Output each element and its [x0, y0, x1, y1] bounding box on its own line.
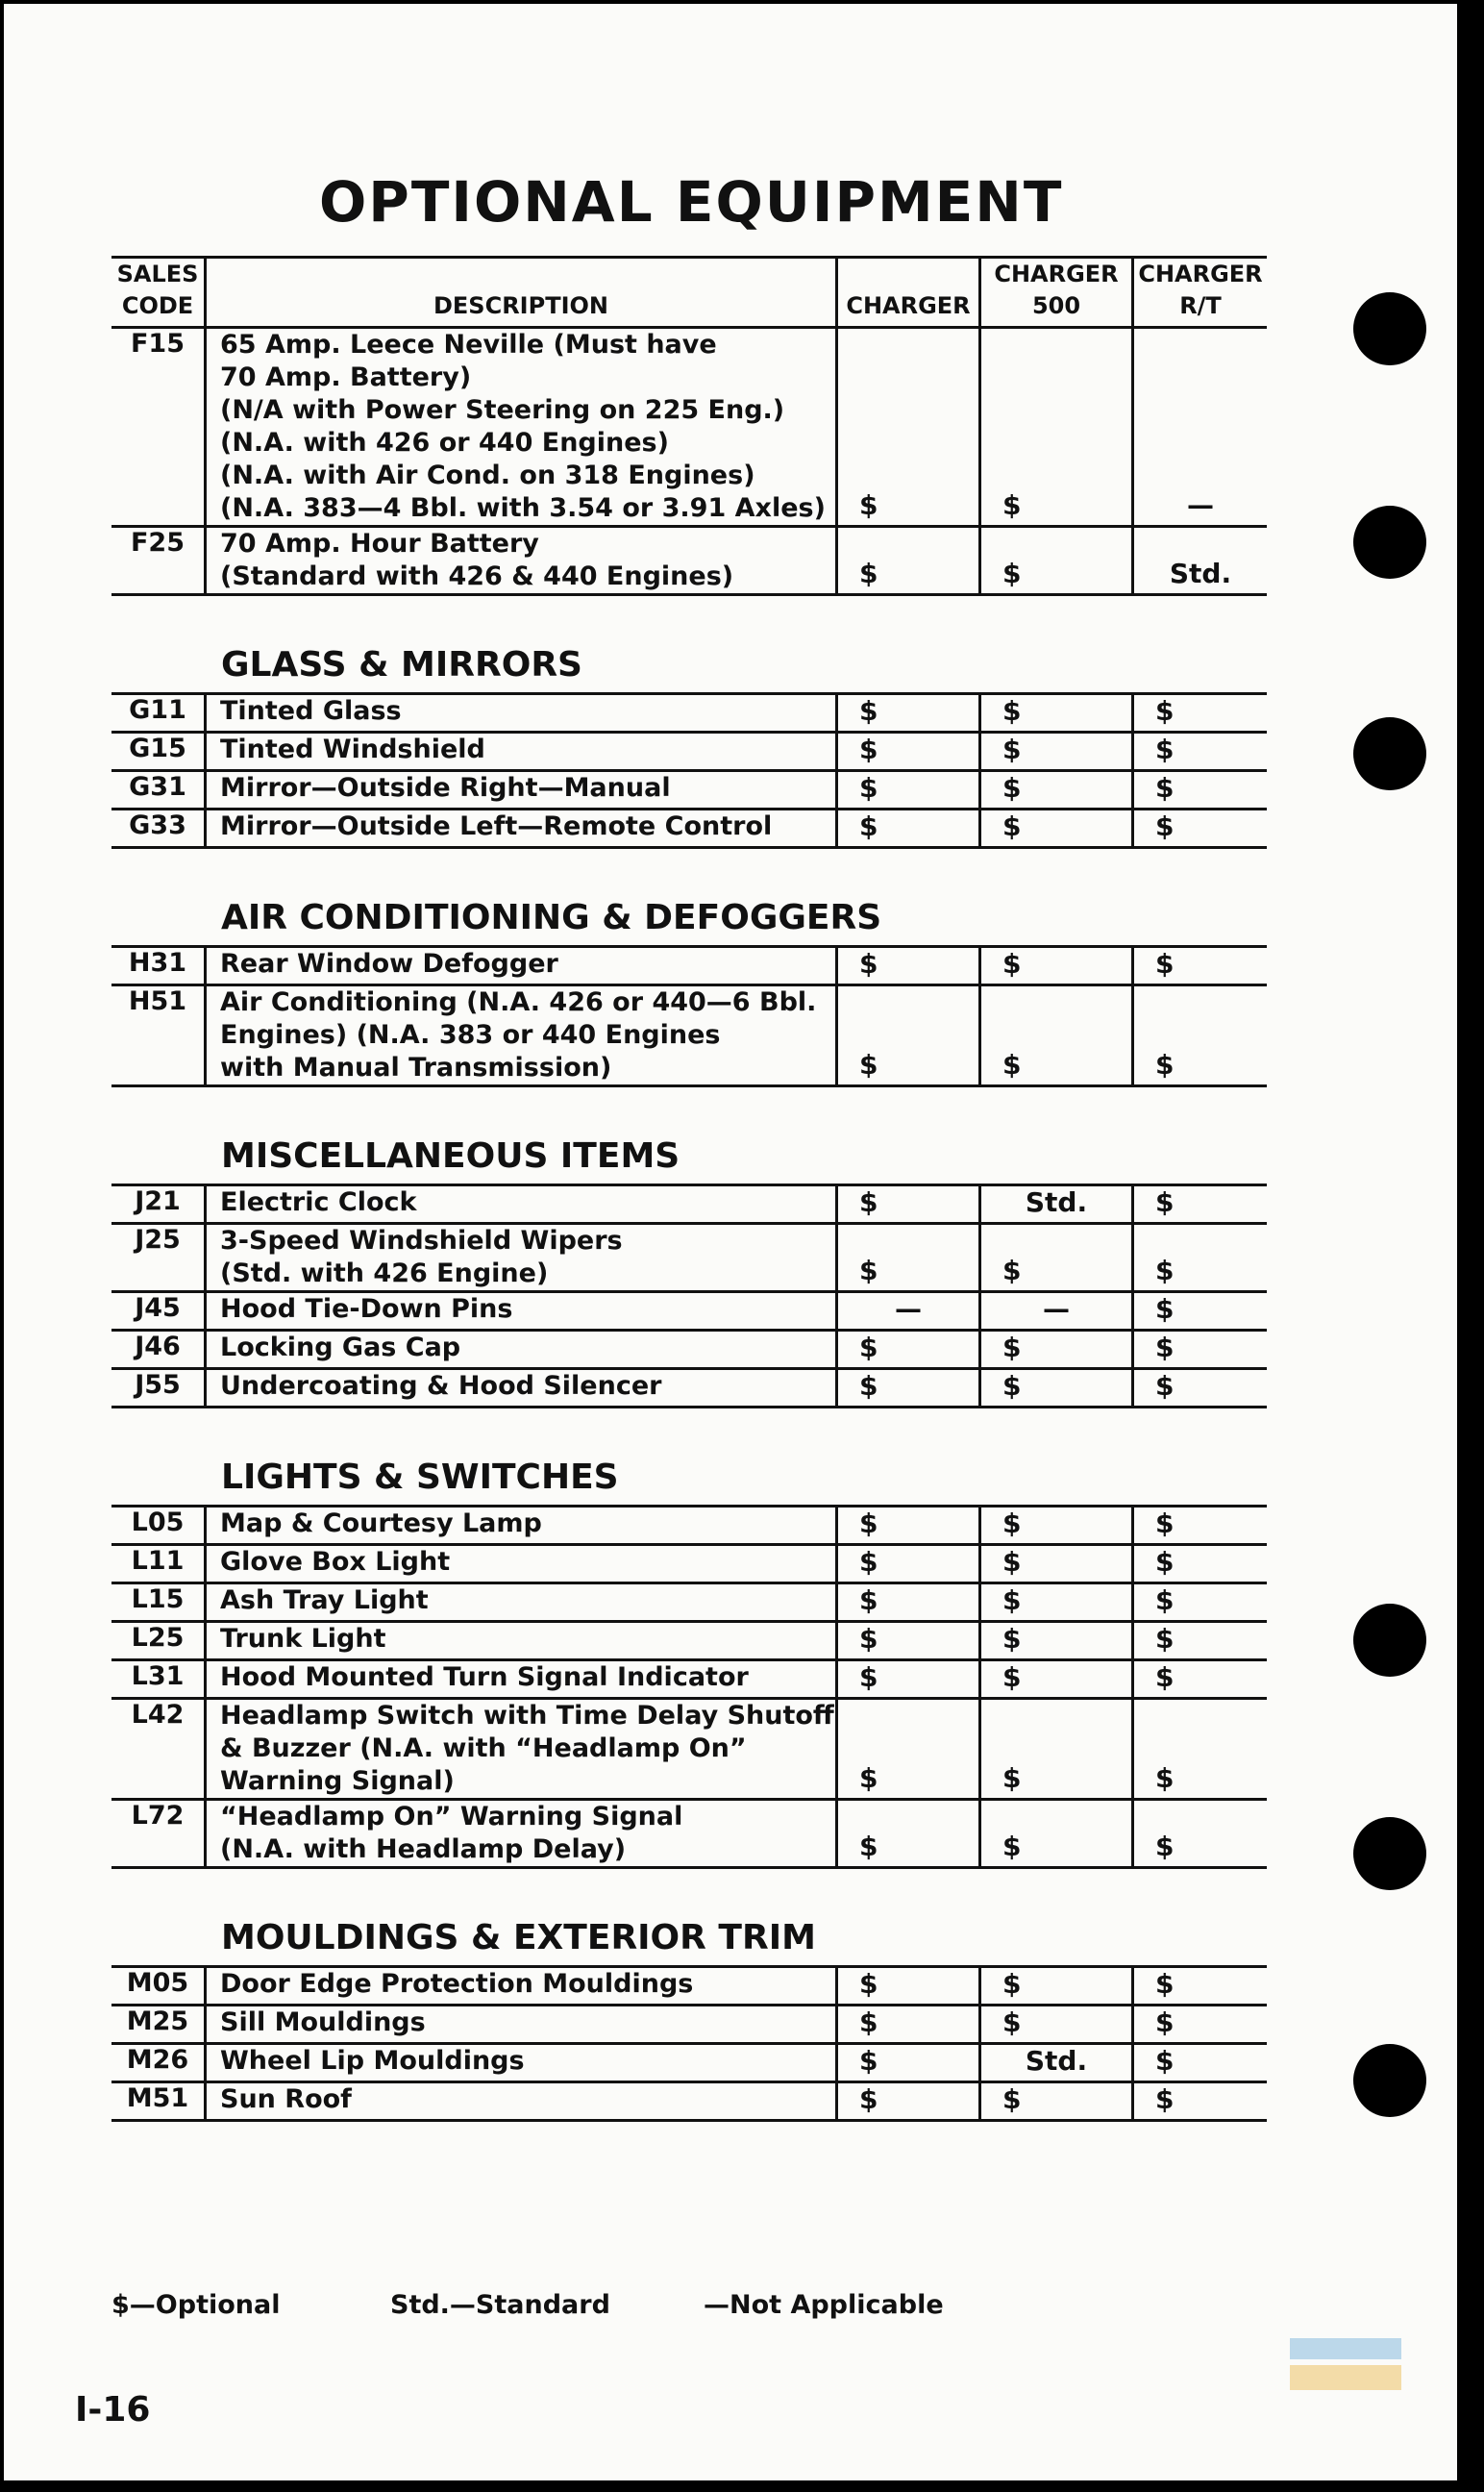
description-line: 70 Amp. Battery)	[220, 362, 472, 392]
sales-code: L05	[111, 1507, 206, 1545]
description-line: Locking Gas Cap	[220, 1333, 461, 1362]
header-charger-500: CHARGER 500	[980, 258, 1133, 328]
value-charger-500: $	[980, 1224, 1133, 1292]
value-charger-rt: $	[1133, 985, 1268, 1086]
description	[206, 1699, 837, 1800]
description-line: Hood Mounted Turn Signal Indicator	[220, 1662, 749, 1692]
value-charger-500: $	[980, 985, 1133, 1086]
value-charger-500: $	[980, 810, 1133, 848]
value-charger: $	[837, 527, 980, 595]
sales-code: J21	[111, 1185, 206, 1224]
description-line: (N/A with Power Steering on 225 Eng.)	[220, 395, 785, 425]
header-description: DESCRIPTION	[206, 258, 837, 328]
value-charger-rt: $	[1133, 1967, 1268, 2006]
value-charger: $	[837, 2082, 980, 2121]
value-charger: $	[837, 985, 980, 1086]
value-charger-rt: $	[1133, 1369, 1268, 1408]
sales-code: F15	[111, 328, 206, 527]
value-charger-rt: $	[1133, 771, 1268, 810]
description	[206, 1292, 837, 1331]
description-line: Rear Window Defogger	[220, 949, 558, 979]
binder-hole	[1353, 1604, 1426, 1677]
description	[206, 527, 837, 595]
archive-stamp	[1290, 2338, 1401, 2390]
value-charger: —	[837, 1292, 980, 1331]
sales-code: M26	[111, 2044, 206, 2082]
sales-code: L15	[111, 1583, 206, 1622]
section-header	[111, 1408, 1267, 1507]
value-charger-500: $	[980, 527, 1133, 595]
legend-optional: $—Optional	[111, 2290, 281, 2320]
value-charger: $	[837, 2044, 980, 2082]
value-charger-rt: —	[1133, 328, 1268, 527]
value-charger-rt: $	[1133, 1292, 1268, 1331]
sales-code: J45	[111, 1292, 206, 1331]
section-title: GLASS & MIRRORS	[111, 595, 1267, 694]
description	[206, 1369, 837, 1408]
header-charger-rt: CHARGER R/T	[1133, 258, 1268, 328]
sales-code: H31	[111, 947, 206, 985]
table-row	[111, 1185, 1267, 1224]
value-charger-rt: $	[1133, 2006, 1268, 2044]
table-row	[111, 1369, 1267, 1408]
value-charger-500: $	[980, 1800, 1133, 1868]
binder-hole	[1353, 1817, 1426, 1890]
sales-code: M05	[111, 1967, 206, 2006]
value-charger: $	[837, 328, 980, 527]
description	[206, 1967, 837, 2006]
value-charger-500: $	[980, 771, 1133, 810]
description-line: with Manual Transmission)	[220, 1053, 612, 1083]
sales-code: F25	[111, 527, 206, 595]
value-charger: $	[837, 2006, 980, 2044]
section-header	[111, 595, 1267, 694]
page-title: OPTIONAL EQUIPMENT	[319, 169, 1064, 235]
description	[206, 1224, 837, 1292]
table-row	[111, 2006, 1267, 2044]
value-charger-500: $	[980, 1699, 1133, 1800]
description-line: Mirror—Outside Left—Remote Control	[220, 811, 773, 841]
value-charger: $	[837, 1224, 980, 1292]
description-line: Engines) (N.A. 383 or 440 Engines	[220, 1020, 721, 1050]
table-header	[111, 258, 1267, 328]
stamp-bottom	[1290, 2365, 1401, 2390]
value-charger-500: $	[980, 694, 1133, 733]
table-row	[111, 1660, 1267, 1699]
value-charger: $	[837, 810, 980, 848]
binder-hole	[1353, 2044, 1426, 2117]
header-sales-code: SALES CODE	[111, 258, 206, 328]
description-line: “Headlamp On” Warning Signal	[220, 1802, 683, 1832]
section-title: AIR CONDITIONING & DEFOGGERS	[111, 848, 1267, 947]
value-charger-500: $	[980, 1507, 1133, 1545]
sales-code: M51	[111, 2082, 206, 2121]
section-header	[111, 1086, 1267, 1185]
value-charger-rt: Std.	[1133, 527, 1268, 595]
table-row	[111, 947, 1267, 985]
page-number: I-16	[75, 2390, 151, 2430]
description-line: Sill Mouldings	[220, 2007, 426, 2037]
value-charger-rt: $	[1133, 947, 1268, 985]
binder-hole	[1353, 292, 1426, 365]
section-title: LIGHTS & SWITCHES	[111, 1408, 1267, 1507]
description-line: Warning Signal)	[220, 1766, 455, 1796]
value-charger-rt: $	[1133, 1331, 1268, 1369]
value-charger-rt: $	[1133, 1224, 1268, 1292]
value-charger-500: $	[980, 733, 1133, 771]
stamp-top	[1290, 2338, 1401, 2359]
description	[206, 1185, 837, 1224]
value-charger-500: $	[980, 1545, 1133, 1583]
binder-hole	[1353, 717, 1426, 790]
description-line: Tinted Windshield	[220, 735, 485, 764]
value-charger-500: $	[980, 328, 1133, 527]
description-line: (N.A. with Air Cond. on 318 Engines)	[220, 461, 755, 490]
sales-code: L72	[111, 1800, 206, 1868]
section-header	[111, 1868, 1267, 1967]
table-row	[111, 1507, 1267, 1545]
description	[206, 1660, 837, 1699]
description-line: Sun Roof	[220, 2084, 352, 2114]
description	[206, 2044, 837, 2082]
description-line: Undercoating & Hood Silencer	[220, 1371, 662, 1401]
value-charger: $	[837, 1699, 980, 1800]
description	[206, 985, 837, 1086]
value-charger-500: $	[980, 1583, 1133, 1622]
value-charger: $	[837, 694, 980, 733]
value-charger-500: $	[980, 2082, 1133, 2121]
description-line: Headlamp Switch with Time Delay Shutoff	[220, 1701, 834, 1731]
value-charger: $	[837, 1800, 980, 1868]
description	[206, 1800, 837, 1868]
table-row	[111, 810, 1267, 848]
table-row	[111, 1224, 1267, 1292]
table-row	[111, 771, 1267, 810]
description	[206, 1545, 837, 1583]
table-row	[111, 985, 1267, 1086]
value-charger: $	[837, 1583, 980, 1622]
value-charger: $	[837, 1622, 980, 1660]
value-charger: $	[837, 771, 980, 810]
table-row	[111, 1699, 1267, 1800]
table-row	[111, 1292, 1267, 1331]
table-row	[111, 1331, 1267, 1369]
legend-standard: Std.—Standard	[390, 2290, 610, 2320]
description-line: 3-Speed Windshield Wipers	[220, 1226, 623, 1256]
value-charger-rt: $	[1133, 810, 1268, 848]
value-charger-rt: $	[1133, 1583, 1268, 1622]
sales-code: G11	[111, 694, 206, 733]
table-row	[111, 1800, 1267, 1868]
sales-code: H51	[111, 985, 206, 1086]
value-charger: $	[837, 1331, 980, 1369]
value-charger: $	[837, 1185, 980, 1224]
value-charger-rt: $	[1133, 1800, 1268, 1868]
description-line: (N.A. with 426 or 440 Engines)	[220, 428, 669, 458]
binder-hole	[1353, 506, 1426, 579]
section-header	[111, 848, 1267, 947]
value-charger-rt: $	[1133, 1660, 1268, 1699]
sales-code: L11	[111, 1545, 206, 1583]
table-row	[111, 1583, 1267, 1622]
value-charger-rt: $	[1133, 1545, 1268, 1583]
sales-code: G31	[111, 771, 206, 810]
description-line: (Std. with 426 Engine)	[220, 1258, 549, 1288]
description	[206, 810, 837, 848]
description	[206, 1331, 837, 1369]
description	[206, 694, 837, 733]
table-row	[111, 2044, 1267, 2082]
value-charger-500: $	[980, 1331, 1133, 1369]
description-line: Glove Box Light	[220, 1547, 451, 1577]
description-line: Trunk Light	[220, 1624, 386, 1654]
value-charger-500: $	[980, 1369, 1133, 1408]
description-line: (N.A. with Headlamp Delay)	[220, 1834, 627, 1864]
value-charger: $	[837, 1660, 980, 1699]
description	[206, 2006, 837, 2044]
sales-code: J46	[111, 1331, 206, 1369]
table-row	[111, 1622, 1267, 1660]
description-line: Electric Clock	[220, 1187, 417, 1217]
value-charger-500: $	[980, 1660, 1133, 1699]
sales-code: L31	[111, 1660, 206, 1699]
table-row	[111, 527, 1267, 595]
value-charger-rt: $	[1133, 733, 1268, 771]
description	[206, 1583, 837, 1622]
value-charger-rt: $	[1133, 1185, 1268, 1224]
value-charger-rt: $	[1133, 694, 1268, 733]
value-charger: $	[837, 1369, 980, 1408]
section-title: MOULDINGS & EXTERIOR TRIM	[111, 1868, 1267, 1967]
table-row	[111, 328, 1267, 527]
table-row	[111, 1545, 1267, 1583]
description	[206, 2082, 837, 2121]
document-sheet	[4, 4, 1457, 2480]
sales-code: G15	[111, 733, 206, 771]
value-charger: $	[837, 1967, 980, 2006]
value-charger-500: $	[980, 1622, 1133, 1660]
value-charger-rt: $	[1133, 1622, 1268, 1660]
value-charger-500: $	[980, 1967, 1133, 2006]
sales-code: L42	[111, 1699, 206, 1800]
description	[206, 771, 837, 810]
options-table	[111, 256, 1267, 2122]
table-row	[111, 2082, 1267, 2121]
sales-code: J55	[111, 1369, 206, 1408]
value-charger-rt: $	[1133, 1699, 1268, 1800]
section-title: MISCELLANEOUS ITEMS	[111, 1086, 1267, 1185]
value-charger-500: Std.	[980, 2044, 1133, 2082]
value-charger-500: Std.	[980, 1185, 1133, 1224]
description-line: Door Edge Protection Mouldings	[220, 1969, 694, 1999]
description	[206, 1507, 837, 1545]
header-charger: CHARGER	[837, 258, 980, 328]
sales-code: J25	[111, 1224, 206, 1292]
value-charger-rt: $	[1133, 2044, 1268, 2082]
description-line: (N.A. 383—4 Bbl. with 3.54 or 3.91 Axles)	[220, 493, 826, 523]
description-line: (Standard with 426 & 440 Engines)	[220, 561, 734, 591]
description-line: Air Conditioning (N.A. 426 or 440—6 Bbl.	[220, 987, 817, 1017]
legend-not-applicable: —Not Applicable	[704, 2290, 944, 2320]
value-charger-500: $	[980, 947, 1133, 985]
description	[206, 733, 837, 771]
table-row	[111, 733, 1267, 771]
description	[206, 1622, 837, 1660]
sales-code: M25	[111, 2006, 206, 2044]
sales-code: G33	[111, 810, 206, 848]
description-line: Map & Courtesy Lamp	[220, 1508, 542, 1538]
value-charger-rt: $	[1133, 2082, 1268, 2121]
description-line: Mirror—Outside Right—Manual	[220, 773, 671, 803]
table-row	[111, 1967, 1267, 2006]
description-line: 65 Amp. Leece Neville (Must have	[220, 330, 717, 360]
description-line: 70 Amp. Hour Battery	[220, 529, 539, 559]
description	[206, 328, 837, 527]
description-line: Wheel Lip Mouldings	[220, 2046, 525, 2076]
value-charger-rt: $	[1133, 1507, 1268, 1545]
sales-code: L25	[111, 1622, 206, 1660]
table-body	[111, 328, 1267, 2121]
description-line: Hood Tie-Down Pins	[220, 1294, 513, 1324]
description-line: Ash Tray Light	[220, 1585, 429, 1615]
value-charger: $	[837, 947, 980, 985]
value-charger-500: —	[980, 1292, 1133, 1331]
value-charger: $	[837, 1545, 980, 1583]
value-charger: $	[837, 733, 980, 771]
value-charger-500: $	[980, 2006, 1133, 2044]
description-line: & Buzzer (N.A. with “Headlamp On”	[220, 1733, 747, 1763]
description-line: Tinted Glass	[220, 696, 402, 726]
table-row	[111, 694, 1267, 733]
value-charger: $	[837, 1507, 980, 1545]
description	[206, 947, 837, 985]
